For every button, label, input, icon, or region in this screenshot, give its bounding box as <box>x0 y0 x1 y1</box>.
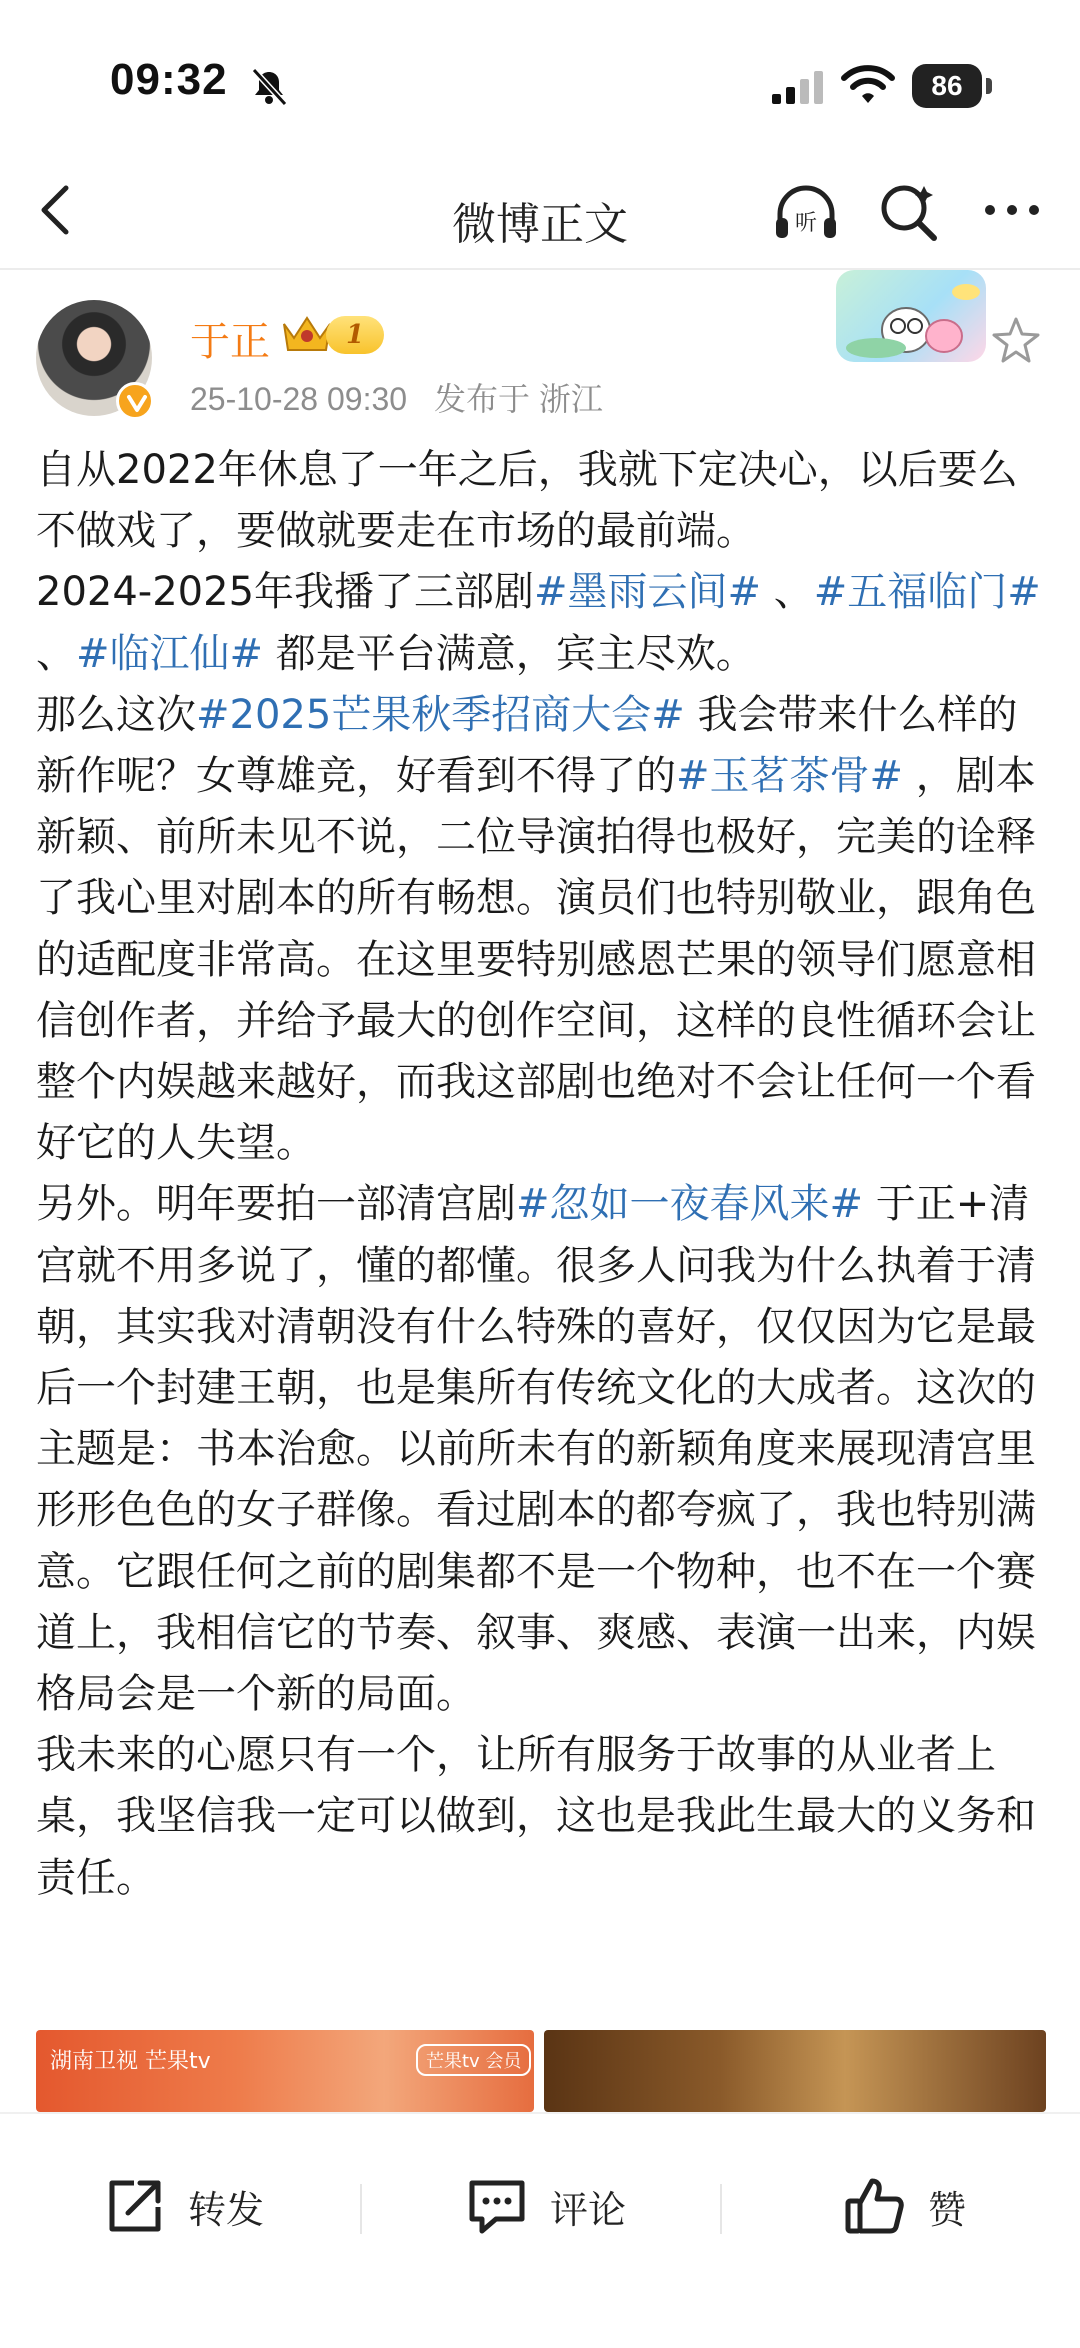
post-text: 另外。明年要拍一部清宫剧 <box>36 1181 516 1228</box>
like-label: 赞 <box>928 2187 967 2232</box>
repost-share-icon <box>104 2175 166 2237</box>
listen-headphones-icon[interactable] <box>770 178 842 250</box>
hashtag-link[interactable]: #忽如一夜春风来# <box>516 1181 864 1228</box>
hashtag-link[interactable]: #临江仙# <box>76 630 264 677</box>
post-text: 于正+清宫就不用多说了，懂的都懂。很多人问我为什么执着于清朝，其实我对清朝没有什么特殊的喜好，仅仅因为它是最后一个封建王朝，也是集所有传统文化的大成者。这次的主题是：书本治愈。以前所未有的新颖角度来展现清宫里形形色色的女子群像。看过剧本的都夸疯了，我也特别满意。它跟任何之前的剧集都不是一个物种，也不在一个赛道上，我相信它的节奏、叙事、爽感、表演一出来，内娱格局会是一个新的局面。 <box>36 1181 1036 1718</box>
comment-label: 评论 <box>550 2187 627 2232</box>
post-image-2[interactable] <box>544 2030 1046 2112</box>
post-paragraph <box>36 440 1046 562</box>
post-text: 2024-2025年我播了三部剧 <box>36 569 535 616</box>
page-title: 微博正文 <box>452 199 628 250</box>
bell-muted-icon <box>248 66 290 108</box>
battery-tip <box>986 78 992 94</box>
post-image-1[interactable] <box>36 2030 534 2112</box>
post-text: 我未来的心愿只有一个，让所有服务于故事的从业者上桌，我坚信我一定可以做到，这也是我此生最大的义务和责任。 <box>36 1732 1036 1901</box>
post-paragraph <box>36 1725 1046 1909</box>
battery-indicator: 86 <box>912 64 982 108</box>
post-paragraph <box>36 1174 1046 1725</box>
author-name[interactable]: 于正 <box>190 319 270 365</box>
post-paragraph <box>36 562 1046 684</box>
verified-v-icon <box>124 390 150 416</box>
post-text: 那么这次 <box>36 691 196 738</box>
hashtag-link[interactable]: #玉茗茶骨# <box>676 753 904 800</box>
post-text: 、 <box>36 630 76 677</box>
comment-button[interactable] <box>466 2158 626 2254</box>
hashtag-link[interactable]: #2025芒果秋季招商大会# <box>196 691 685 738</box>
bottom-action-bar <box>0 2112 1080 2348</box>
post-text: 自从2022年休息了一年之后，我就下定决心，以后要么不做戏了，要做就要走在市场的最前端。 <box>36 447 1018 555</box>
verified-badge <box>116 382 154 420</box>
search-icon[interactable] <box>876 180 940 244</box>
post-location: 发布于 浙江 <box>433 381 603 417</box>
post-text: 我会带来什么样的新作呢？女尊雄竞，好看到不得了的 <box>36 691 1018 800</box>
decorative-sticker <box>836 270 986 362</box>
repost-label: 转发 <box>188 2187 265 2232</box>
post-text: ，剧本新颖、前所未见不说，二位导演拍得也极好，完美的诠释了我心里对剧本的所有畅想。演员们也特别敬业，跟角色的适配度非常高。在这里要特别感恩芒果的领导们愿意相信创作者，并给予最大的创作空间，这样的良性循环会让整个内娱越来越好，而我这部剧也绝对不会让任何一个看好它的人失望。 <box>36 753 1036 1167</box>
post-images <box>36 2030 1046 2112</box>
divider <box>360 2184 362 2234</box>
thumbs-up-icon <box>844 2175 906 2237</box>
svg-text:听: 听 <box>794 211 818 236</box>
nav-bar <box>0 150 1080 270</box>
post-paragraph <box>36 685 1046 1175</box>
hashtag-link[interactable]: #墨雨云间# <box>534 569 762 616</box>
level-badge[interactable]: 1 <box>326 316 384 354</box>
favorite-star-icon[interactable] <box>990 314 1042 366</box>
status-time: 09:32 <box>110 55 228 104</box>
image-badge-text: 芒果tv 会员 <box>416 2044 531 2076</box>
image-logo-text: 湖南卫视 芒果tv <box>50 2049 211 2074</box>
post-meta <box>190 374 621 420</box>
hashtag-link[interactable]: #五福临门# <box>813 569 1041 616</box>
post-text: 都是平台满意，宾主尽欢。 <box>263 630 756 677</box>
status-bar <box>0 0 1080 150</box>
post-date: 25-10-28 09:30 <box>190 381 408 417</box>
repost-button[interactable] <box>104 2158 264 2254</box>
like-button[interactable] <box>844 2158 966 2254</box>
wifi-icon <box>840 64 896 106</box>
comment-bubble-icon <box>466 2175 528 2237</box>
cellular-signal-icon <box>770 70 826 106</box>
post-text: 、 <box>761 569 814 616</box>
post-body <box>36 440 1046 1909</box>
cartoon-characters-icon <box>836 270 986 362</box>
more-options-icon[interactable] <box>980 190 1044 230</box>
divider <box>720 2184 722 2234</box>
